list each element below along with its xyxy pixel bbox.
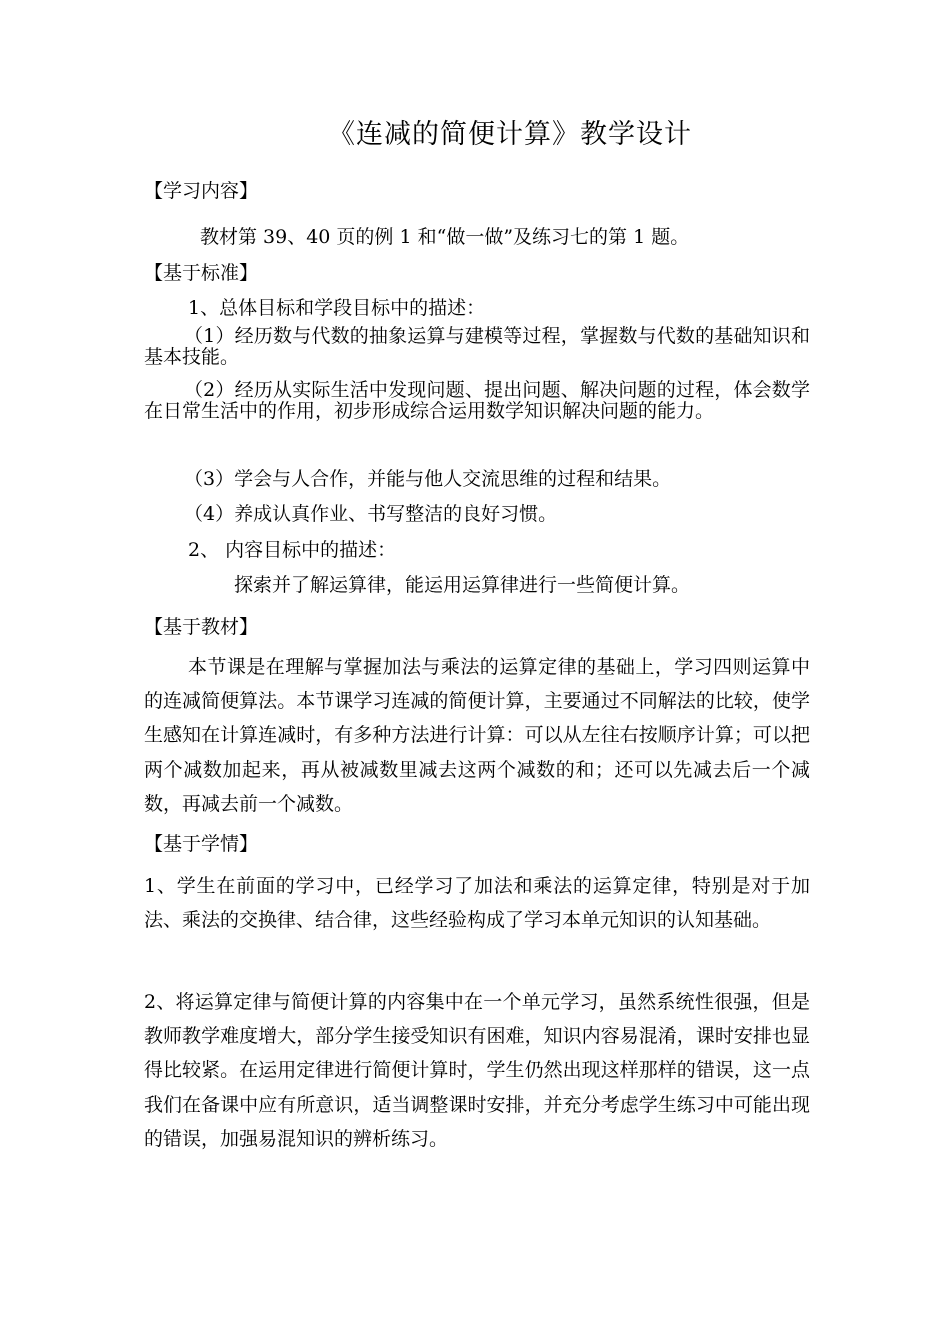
learners-paragraph-1: 1、学生在前面的学习中，已经学习了加法和乘法的运算定律，特别是对于加法、乘法的交换律、结合律，这些经验构成了学习本单元知识的认知基础。 [144,875,810,932]
heading-learners: 【基于学情】 [144,833,259,855]
heading-textbook: 【基于教材】 [144,616,259,638]
standards-item-1: 1、总体目标和学段目标中的描述： [188,297,486,319]
heading-standards: 【基于标准】 [144,262,259,284]
learners-paragraph-2: 2、将运算定律与简便计算的内容集中在一个单元学习，虽然系统性很强，但是教师教学难度增大，部分学生接受知识有困难，知识内容易混淆，课时安排也显得比较紧。在运用定律进行简便计算时，学生仍然出现这样那样的错误，这一点我们在备课中应有所意识，适当调整课时安排，并充分考虑学生练习中可能出现的错误，加强易混知识的辨析练习。 [144,991,810,1150]
textbook-text: 本节课是在理解与掌握加法与乘法的运算定律的基础上，学习四则运算中的连减简便算法。本节课学习连减的简便计算，主要通过不同解法的比较，使学生感知在计算连减时，有多种方法进行计算：可以从左往右按顺序计算；可以把两个减数加起来，再从被减数里减去这两个减数的和；还可以先减去后一个减数，再减去前一个减数。 [144,656,810,815]
standards-sub-1: （1）经历数与代数的抽象运算与建模等过程，掌握数与代数的基础知识和基本技能。 [144,325,810,368]
standards-item-2: 2、 内容目标中的描述： [188,539,397,561]
heading-learning-content: 【学习内容】 [144,180,259,202]
standards-sub-3: （3）学会与人合作，并能与他人交流思维的过程和结果。 [184,468,672,490]
standards-item-2-text: 探索并了解运算律，能运用运算律进行一些简便计算。 [234,574,691,596]
standards-sub-2: （2）经历从实际生活中发现问题、提出问题、解决问题的过程，体会数学在日常生活中的作用，初步形成综合运用数学知识解决问题的能力。 [144,379,810,422]
learning-content-text: 教材第 39、40 页的例 1 和“做一做”及练习七的第 1 题。 [200,226,690,248]
standards-sub-4: （4）养成认真作业、书写整洁的良好习惯。 [184,503,558,525]
document-title: 《连减的简便计算》教学设计 [328,119,692,150]
